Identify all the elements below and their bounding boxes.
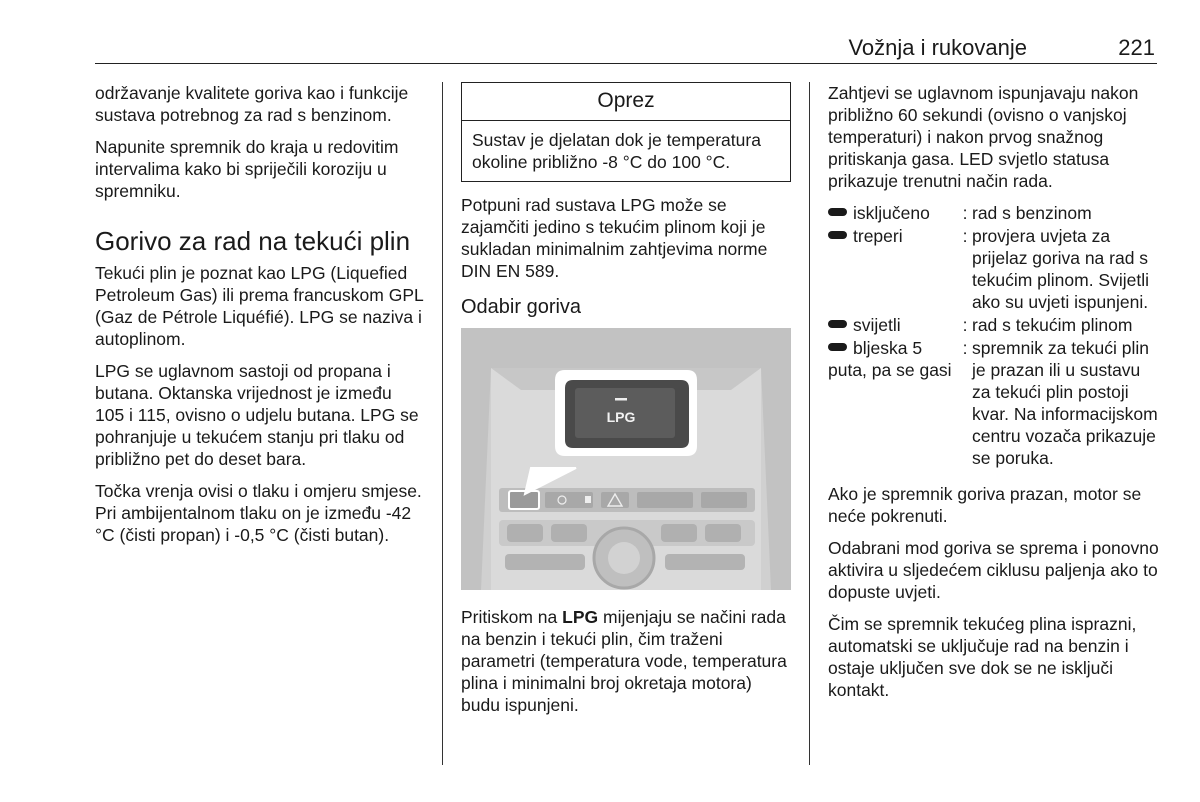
led-icon [828, 320, 847, 328]
caution-title: Oprez [462, 83, 790, 121]
paragraph: LPG se uglavnom sastoji od propana i butana. Oktanska vrijednost je između 105 i 115, ovisno o udjelu butana. LPG se pohranjuje u tekućem stanju pri tlaku od približno pet do deset bara. [95, 361, 419, 469]
status-desc: rad s tekućim plinom [972, 315, 1133, 335]
paragraph: Potpuni rad sustava LPG može se zajamčiti jedino s tekućim plinom koji je sukladan minimalnim zahtjevima norme DIN EN 589. [461, 195, 768, 281]
paragraph: Čim se spremnik tekućeg plina isprazni, automatski se uključuje rad na benzin i ostaje uključen sve dok se ne isključi kontakt. [828, 614, 1137, 700]
status-desc: spremnik za tekući plin je prazan ili u sustavu za tekući plin postoji kvar. Na informacijskom centru vozača prikazuje se poruka. [972, 338, 1158, 468]
column-divider [809, 82, 810, 765]
subsection-heading: Odabir goriva [461, 296, 582, 318]
status-state: isključeno [828, 202, 958, 224]
status-desc: provjera uvjeta za prijelaz goriva na rad s tekućim plinom. Svijetli ako su uvjeti ispunjeni. [972, 226, 1149, 312]
paragraph: Tekući plin je poznat kao LPG (Liquefied Petroleum Gas) ili prema francuskom GPL (Gaz de Pétrole Liquéfié). LPG se naziva i autoplinom. [95, 263, 424, 349]
page-header [95, 35, 1157, 64]
paragraph: održavanje kvalitete goriva kao i funkcije sustava potrebnog za rad s benzinom. [95, 83, 409, 125]
caution-box [461, 82, 791, 182]
column-left [95, 82, 425, 556]
page-number: 221 [1118, 35, 1155, 60]
status-state: treperi [828, 225, 958, 313]
led-status-list: isključeno : rad s benzinom treperi : provjera uvjeta za prijelaz goriva na rad s tekućim plinom. Svijetli ako su uvjeti ispunjeni. svijetli : rad s tekućim plinom bljeska 5 puta, pa se gasi : spremnik za tekući plin je prazan ili u sustavu za tekući plin postoji kvar. Na informacijskom centru vozača prikazuje se poruka. [828, 202, 1160, 469]
paragraph: Pritiskom na LPG mijenjaju se načini rada na benzin i tekući plin, čim traženi parametri (temperatura vode, temperatura plina i minimalni broj okretaja motora) budu ispunjeni. [461, 607, 787, 715]
status-desc: rad s benzinom [972, 203, 1092, 223]
led-icon [828, 343, 847, 351]
paragraph: Ako je spremnik goriva prazan, motor se neće pokrenuti. [828, 484, 1142, 526]
status-state: svijetli [828, 314, 958, 336]
column-right [828, 82, 1160, 711]
chapter-title: Vožnja i rukovanje [848, 35, 1027, 60]
caution-text: Sustav je djelatan dok je temperatura okoline približno -8 °C do 100 °C. [472, 130, 761, 172]
led-icon [828, 231, 847, 239]
paragraph: Napunite spremnik do kraja u redovitim intervalima kako bi spriječili koroziju u spremniku. [95, 137, 399, 201]
column-middle [461, 82, 791, 726]
lpg-button-label: LPG [606, 409, 636, 425]
led-icon [828, 208, 847, 216]
paragraph: Zahtjevi se uglavnom ispunjavaju nakon približno 60 sekundi (ovisno o vanjskoj temperaturi) i nakon prvog snažnog pritiskanja gasa. LED svjetlo statusa prikazuje trenutni način rada. [828, 83, 1139, 191]
status-state: bljeska 5 puta, pa se gasi [828, 338, 952, 380]
lpg-bold: LPG [562, 607, 599, 627]
paragraph: Odabrani mod goriva se sprema i ponovno aktivira u sljedećem ciklusu paljenja ako to dopuste uvjeti. [828, 538, 1159, 602]
lpg-button-illustration [461, 328, 791, 590]
paragraph: Točka vrenja ovisi o tlaku i omjeru smjese. Pri ambijentalnom tlaku on je između -42 °C (čisti propan) i -0,5 °C (čisti butan). [95, 481, 422, 545]
section-heading: Gorivo za rad na tekući plin [95, 226, 411, 256]
column-divider [442, 82, 443, 765]
